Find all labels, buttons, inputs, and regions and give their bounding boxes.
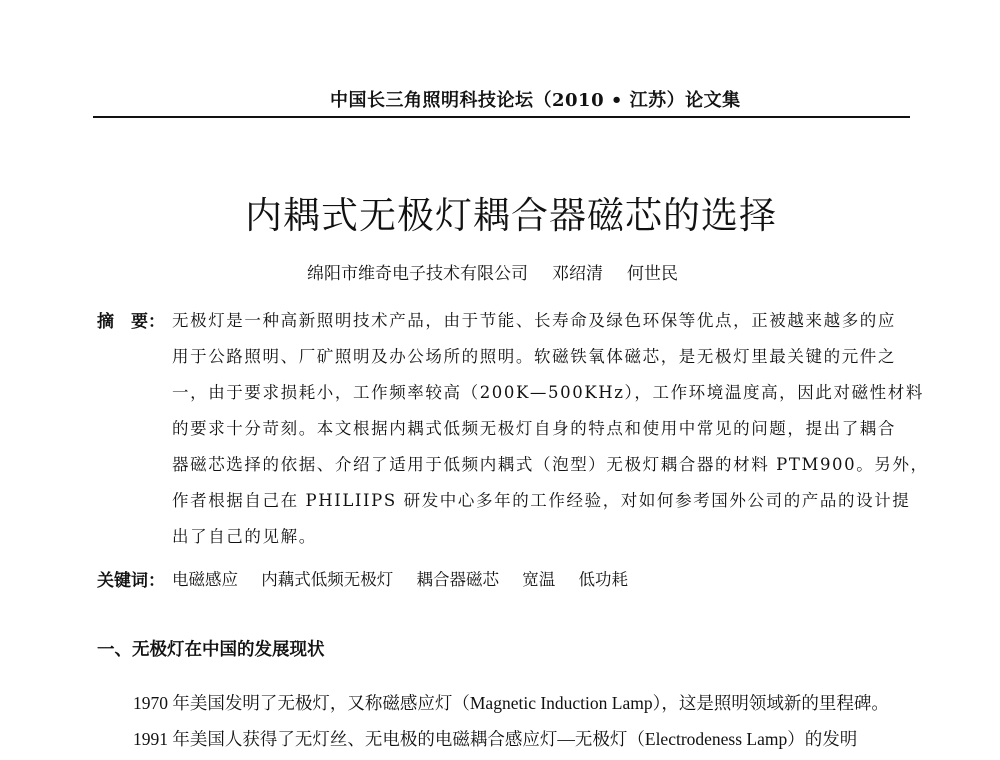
keywords-list [172,566,646,590]
keyword: 耦合器磁芯 [416,570,499,589]
abstract-label: 摘 要： [97,312,165,332]
body-line: 1970 年美国发明了无极灯，又称磁感应灯（Magnetic Induction Lamp），这是照明领域新的里程碑。 [133,693,889,713]
abstract-line: 无极灯是一种高新照明技术产品，由于节能、长寿命及绿色环保等优点，正被越来越多的应 [172,311,896,330]
abstract-line: 的要求十分苛刻。本文根据内耦式低频无极灯自身的特点和使用中常见的问题，提出了耦合 [172,419,896,438]
paper-title: 内耦式无极灯耦合器磁芯的选择 [245,194,777,237]
running-header: 中国长三角照明科技论坛（2010 • 江苏）论文集 [330,90,741,111]
abstract-line: 出了自己的见解。 [172,527,317,546]
abstract-line: 器磁芯选择的依据、介绍了适用于低频内耦式（泡型）无极灯耦合器的材料 PTM900。另外， [172,455,929,474]
abstract-line: 一，由于要求损耗小，工作频率较高（200K—500KHz），工作环境温度高，因此对磁性材料 [172,383,924,402]
abstract-line: 作者根据自己在 PHILIIPS 研发中心多年的工作经验，对如何参考国外公司的产品的设计提 [172,491,911,510]
keywords-label: 关键词： [97,571,165,591]
author-name: 何世民 [627,264,678,284]
keyword: 电磁感应 [172,570,238,589]
author-name: 邓绍清 [552,264,603,284]
author-line [307,259,678,284]
keyword: 低功耗 [578,570,628,589]
keyword: 内藕式低频无极灯 [261,570,394,589]
body-line: 1991 年美国人获得了无灯丝、无电极的电磁耦合感应灯—无极灯（Electrodeness Lamp）的发明 [133,729,858,749]
abstract-line: 用于公路照明、厂矿照明及办公场所的照明。软磁铁氧体磁芯，是无极灯里最关键的元件之 [172,347,896,366]
keyword: 宽温 [522,570,556,589]
header-rule [93,116,910,118]
affiliation: 绵阳市维奇电子技术有限公司 [307,264,528,284]
section-heading: 一、无极灯在中国的发展现状 [97,640,325,660]
